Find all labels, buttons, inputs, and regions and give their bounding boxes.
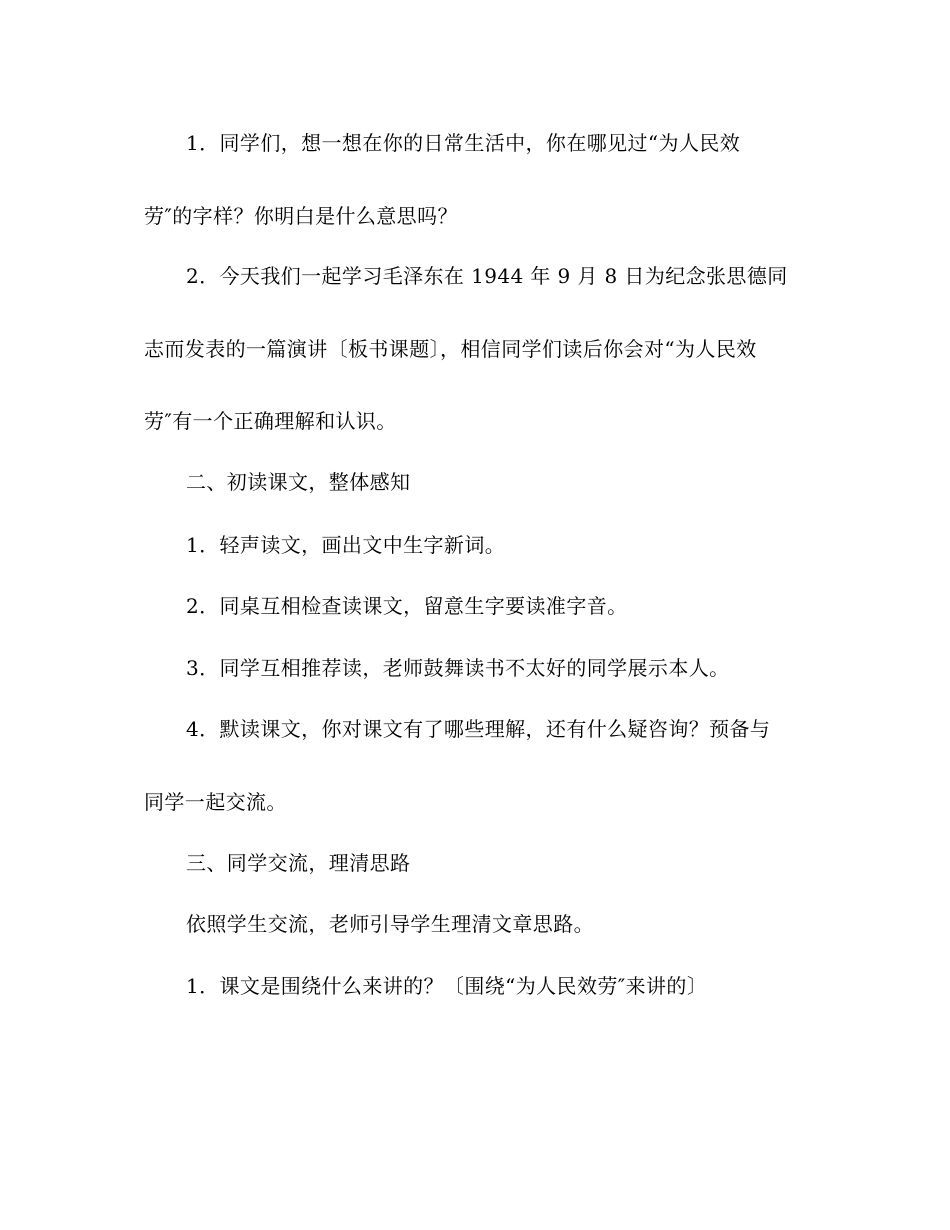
paragraph-2-line-1: 2．今天我们一起学习毛泽东在 1944 年 9 月 8 日为纪念张思德同 <box>186 264 788 288</box>
section-heading-3: 三、同学交流，理清思路 <box>186 851 411 875</box>
list-item-1: 1．轻声读文，画出文中生字新词。 <box>186 533 506 557</box>
section-heading-2: 二、初读课文，整体感知 <box>186 470 411 494</box>
list-item-3: 3．同学互相推荐读，老师鼓舞读书不太好的同学展示本人。 <box>186 656 730 680</box>
paragraph-2-line-2: 志而发表的一篇演讲〔板书课题〕，相信同学们读后你会对“为人民效 <box>144 337 757 361</box>
paragraph-1-line-2: 劳″的字样？你明白是什么意思吗？ <box>144 204 458 228</box>
paragraph-1-line-1: 1．同学们，想一想在你的日常生活中，你在哪见过“为人民效 <box>186 131 741 155</box>
list-item-4-line-1: 4．默读课文，你对课文有了哪些理解，还有什么疑咨询？预备与 <box>186 717 771 741</box>
question-1: 1．课文是围绕什么来讲的？〔围绕“为人民效劳″来讲的〕 <box>186 974 708 998</box>
list-item-4-line-2: 同学一起交流。 <box>144 790 287 814</box>
list-item-2: 2．同桌互相检查读课文，留意生字要读准字音。 <box>186 594 628 618</box>
paragraph-2-line-3: 劳″有一个正确理解和认识。 <box>144 409 397 433</box>
body-paragraph: 依照学生交流，老师引导学生理清文章思路。 <box>186 912 594 936</box>
